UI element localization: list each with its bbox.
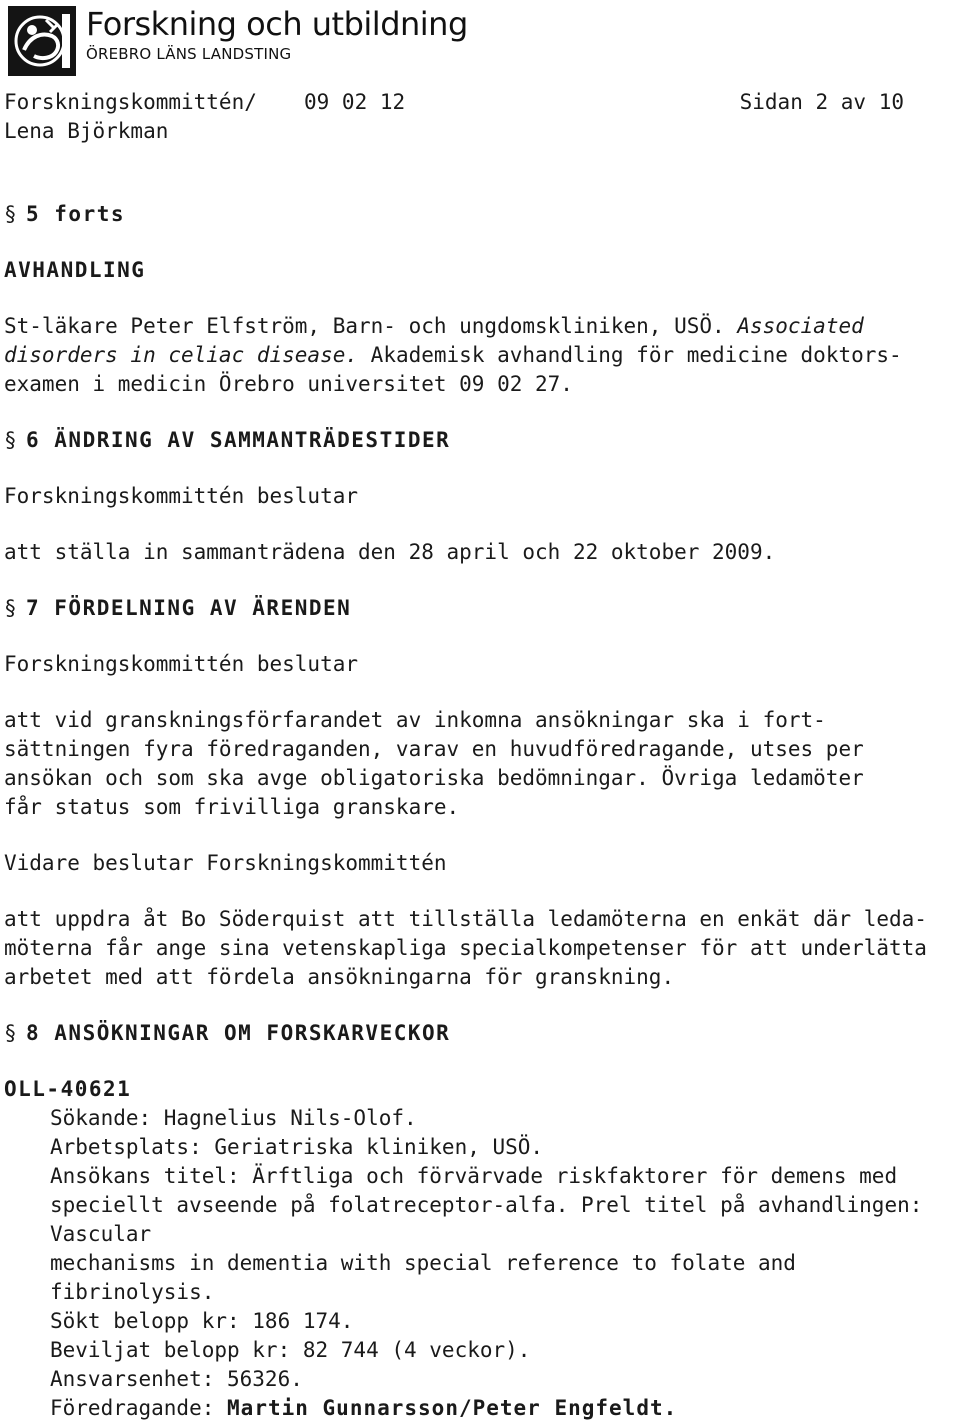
logo-title: Forskning och utbildning <box>86 5 468 43</box>
application-details <box>4 1104 954 1423</box>
section-5-subheading: AVHANDLING <box>4 258 146 282</box>
section-7-text2-line: arbetet med att fördela ansökningarna för granskning. <box>4 965 675 989</box>
application-line: mechanisms in dementia with special reference to folate and fibrinolysis. <box>50 1251 796 1304</box>
section-sign: § <box>4 202 19 226</box>
presenter-line <box>50 1394 954 1423</box>
section-5-heading: § 5 forts <box>4 200 954 229</box>
application-code: OLL-40621 <box>4 1077 132 1101</box>
application-line: Beviljat belopp kr: 82 744 (4 veckor). <box>50 1338 531 1362</box>
section-7-heading: § 7 FÖRDELNING AV ÄRENDEN <box>4 594 954 623</box>
section-7-decision-2: Vidare beslutar Forskningskommittén <box>4 851 447 875</box>
section-7-text-line: får status som frivilliga granskare. <box>4 795 460 819</box>
section-8-heading: § 8 ANSÖKNINGAR OM FORSKARVECKOR <box>4 1019 954 1048</box>
section-7-decision: Forskningskommittén beslutar <box>4 652 359 676</box>
document-body <box>4 200 954 1423</box>
application-line: speciellt avseende på folatreceptor-alfa. Prel titel på avhandlingen: Vascular <box>50 1193 923 1246</box>
section-6-decision: Forskningskommittén beslutar <box>4 484 359 508</box>
section-6-text: att ställa in sammanträdena den 28 april och 22 oktober 2009. <box>4 540 776 564</box>
section-7-text2-line: möterna får ange sina vetenskapliga specialkompetenser för att underlätta <box>4 936 927 960</box>
application-line: Arbetsplats: Geriatriska kliniken, USÖ. <box>50 1135 544 1159</box>
application-line: Ansvarsenhet: 56326. <box>50 1367 303 1391</box>
logo-subtitle: ÖREBRO LÄNS LANDSTING <box>86 45 292 63</box>
presenter-label: Föredragande: <box>50 1396 215 1420</box>
section-sign: § <box>4 428 19 452</box>
thesis-line-1: St-läkare Peter Elfström, Barn- och ungdomskliniken, USÖ. Associated <box>4 314 864 338</box>
application-line: Ansökans titel: Ärftliga och förvärvade riskfaktorer för demens med <box>50 1164 898 1188</box>
section-7-text-line: att vid granskningsförfarandet av inkomna ansökningar ska i fort- <box>4 708 826 732</box>
section-sign: § <box>4 596 19 620</box>
section-7-text-line: ansökan och som ska avge obligatoriska bedömningar. Övriga ledamöter <box>4 766 864 790</box>
committee-label: Forskningskommittén/ <box>4 90 257 114</box>
author-name: Lena Björkman <box>4 119 169 143</box>
section-6-heading: § 6 ÄNDRING AV SAMMANTRÄDESTIDER <box>4 426 954 455</box>
thesis-line-2: disorders in celiac disease. Akademisk avhandling för medicine doktors- <box>4 343 902 367</box>
application-line: Sökt belopp kr: 186 174. <box>50 1309 354 1333</box>
application-line: Sökande: Hagnelius Nils-Olof. <box>50 1106 417 1130</box>
county-council-logo-icon <box>8 6 76 76</box>
document-date: 09 02 12 <box>304 90 406 114</box>
header-logo <box>8 6 468 76</box>
page-number: Sidan 2 av 10 <box>739 90 904 114</box>
section-sign: § <box>4 1021 19 1045</box>
document-header <box>4 88 904 146</box>
section-7-text-line: sättningen fyra föredraganden, varav en huvudföredragande, utses per <box>4 737 864 761</box>
section-7-text2-line: att uppdra åt Bo Söderquist att tillställa ledamöterna en enkät där leda- <box>4 907 927 931</box>
presenter-names: Martin Gunnarsson/Peter Engfeldt. <box>227 1396 678 1420</box>
thesis-line-3: examen i medicin Örebro universitet 09 02 27. <box>4 372 573 396</box>
